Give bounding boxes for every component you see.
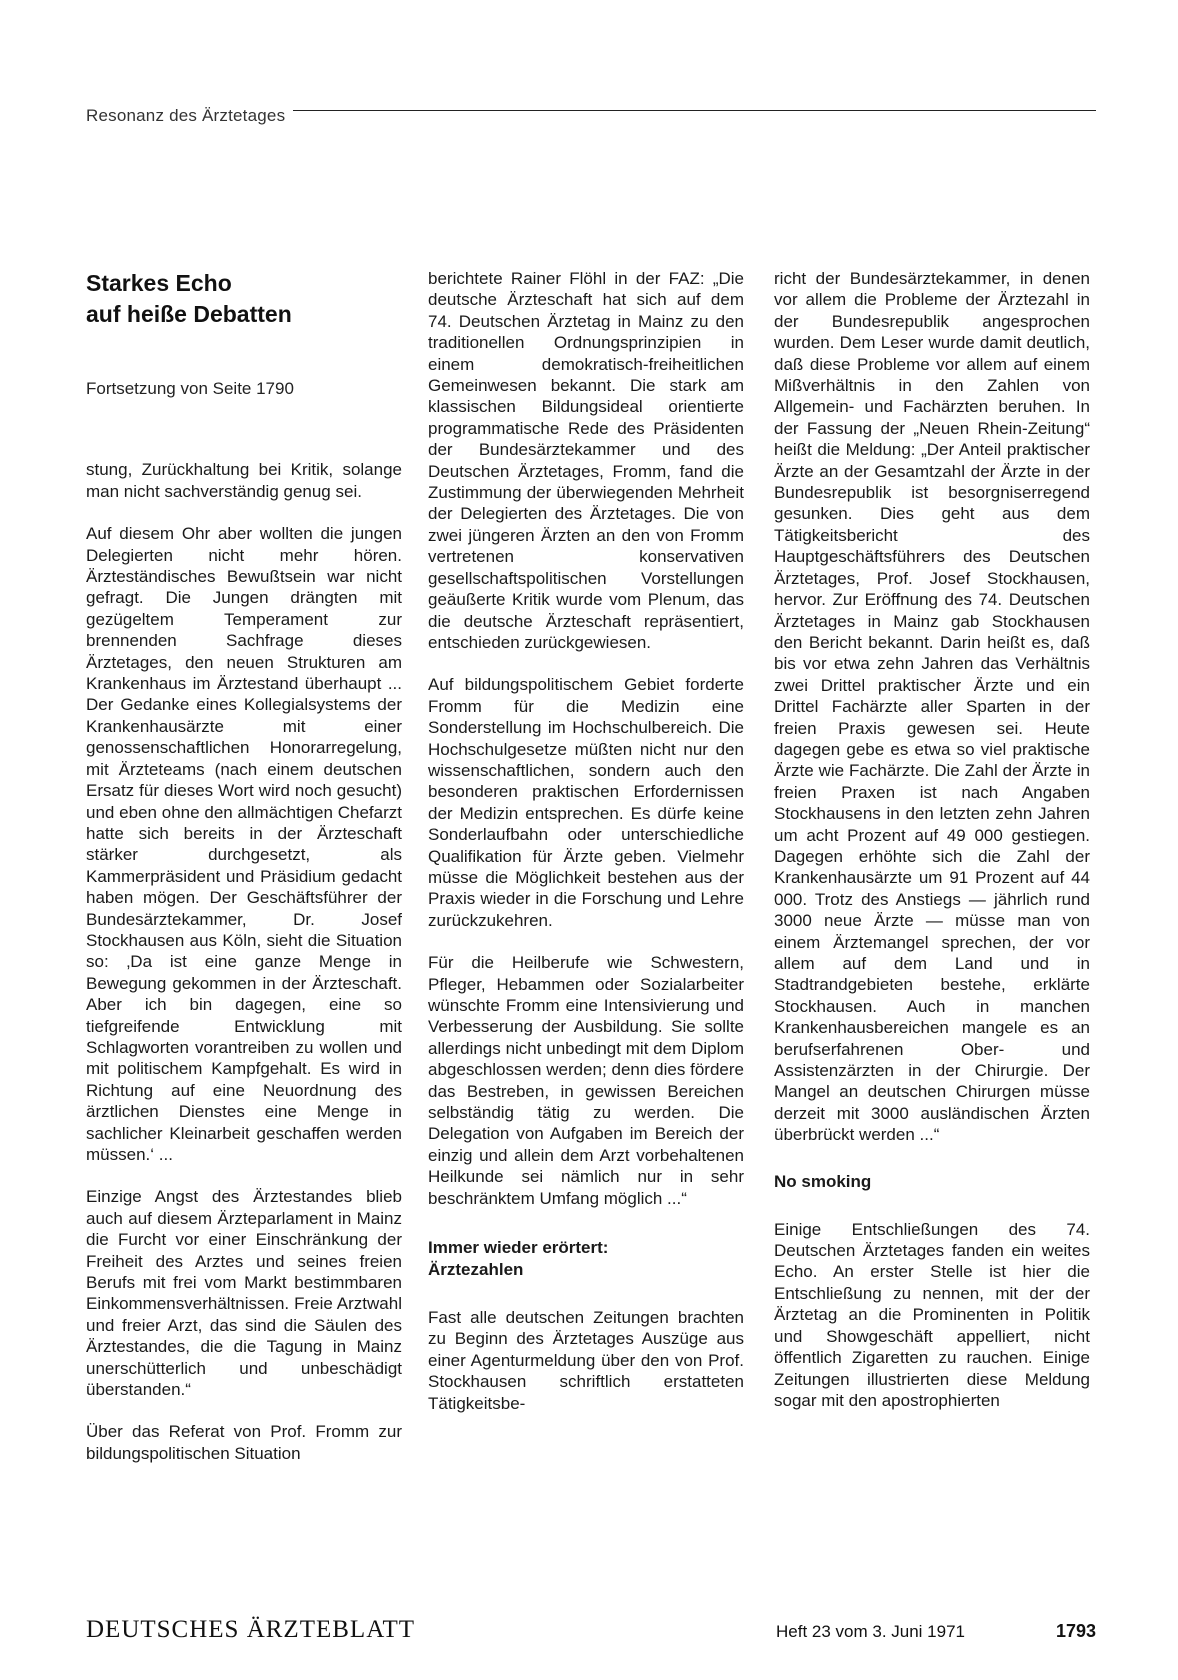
section-title: Resonanz des Ärztetages [86,106,286,125]
paragraph: richt der Bundesärztekammer, in denen vor allem die Probleme der Ärztezahl in der Bundesrepublik angesprochen wurden. Dem Leser wurde damit deutlich, daß diese Probleme vor allem auf einem Mißverhältnis in den Zahlen von Allgemein- und Fachärzten beruhen. In der Fassung der „Neuen Rhein-Zeitung“ heißt die Meldung: „Der Anteil praktischer Ärzte an der Gesamtzahl der Ärzte in der Bundesrepublik ist besorgniserregend gesunken. Dies geht aus dem Tätigkeitsbericht des Hauptgeschäftsführers des Deutschen Ärztetages, Prof. Josef Stockhausen, hervor. Zur Eröffnung des 74. Deutschen Ärztetages in Mainz gab Stockhausen den Bericht bekannt. Darin heißt es, daß bis vor etwa zehn Jahren das Verhältnis zwei Drittel praktischer Ärzte und ein Drittel Fachärzte aller Sparten in der freien Praxis gewesen sei. Heute dagegen gebe es etwa so viel praktische Ärzte wie Fachärzte. Die Zahl der Ärzte in freien Praxen ist nach Angaben Stockhausens in den letzten zehn Jahren um acht Prozent auf 49 000 gestiegen. Dagegen erhöhte sich die Zahl der Krankenhausärzte um 91 Prozent auf 44 000. Trotz des Anstiegs — jährlich rund 3000 neue Ärzte — müsse man von einem Ärztemangel sprechen, der vor allem auf dem Land und in Stadtrandgebieten bestehe, erklärte Stockhausen. Auch in manchen Krankenhausbereichen mangele es an berufserfahrenen Ober- und Assistenzärzten in der Chirurgie. Der Mangel an deutschen Chirurgen müsse derzeit mit 3000 ausländischen Ärzten überbrückt werden ...“ [774,269,1090,1145]
headline-line-2: auf heiße Debatten [86,301,292,327]
page-footer [86,1616,1096,1646]
headline-line-1: Starkes Echo [86,270,232,296]
header-rule [293,110,1096,111]
issue-info: Heft 23 vom 3. Juni 1971 [776,1622,966,1641]
paragraph: Über das Referat von Prof. Fromm zur bildungspolitischen Situation [86,1422,402,1463]
subheading-aerztezahlen [428,1237,744,1281]
paragraph: stung, Zurückhaltung bei Kritik, solange man nicht sachverständig genug sei. [86,460,402,501]
journal-name: DEUTSCHES ÄRZTEBLATT [86,1616,416,1643]
paragraph: Auf diesem Ohr aber wollten die jungen Delegierten nicht mehr hören. Ärzteständisches Bewußtsein war nicht gefragt. Die Jungen drängten mit gezügeltem Temperament zur brennenden Sachfrage dieses Ärztetages, den neuen Strukturen am Krankenhaus im Ärztestand überhaupt ... Der Gedanke eines Kollegialsystems der Krankenhausärzte mit einer genossenschaftlichen Honorarregelung, mit Ärzteteams (nach einem deutschen Ersatz für dieses Wort wird noch gesucht) und eben ohne den allmächtigen Chefarzt hatte sich bereits in der Ärzteschaft stärker durchgesetzt, als Kammerpräsident und Präsidium gedacht haben mögen. Der Geschäftsführer der Bundesärztekammer, Dr. Josef Stockhausen aus Köln, sieht die Situation so: ‚Da ist eine ganze Menge in Bewegung gekommen in der Ärzteschaft. Aber ich bin dagegen, eine so tiefgreifende Entwicklung mit Schlagworten vorantreiben zu wollen und mit politischem Kampfgehalt. Es wird in Richtung auf eine Neuordnung des ärztlichen Dienstes eine Menge in sachlicher Kleinarbeit geschaffen werden müssen.‘ ... [86,524,402,1164]
article-headline [86,268,402,330]
article-column-2 [428,268,744,1435]
continuation-note: Fortsetzung von Seite 1790 [86,379,294,398]
paragraph: Einzige Angst des Ärztestandes blieb auch auf diesem Ärzteparlament in Mainz die Furcht vor einer Einschränkung der Freiheit des Arztes und seines freien Berufs mit frei vom Markt bestimmbaren Einkommensverhältnissen. Freie Arztwahl und freier Arzt, das sind die Säulen des Ärztestandes, die die Tagung in Mainz unerschütterlich und unbeschädigt überstanden.“ [86,1187,402,1400]
subheading-no-smoking: No smoking [774,1171,872,1191]
paragraph: Einige Entschließungen des 74. Deutschen Ärztetages fanden ein weites Echo. An erster Stelle ist hier die Entschließung zu nennen, mit der der Ärztetag an die Prominenten in Politik und Showgeschäft appelliert, nicht öffentlich Zigaretten zu rauchen. Einige Zeitungen illustrierten diese Meldung sogar mit den apostrophierten [774,1219,1090,1410]
subheading-line-2: Ärztezahlen [428,1260,524,1280]
paragraph: Für die Heilberufe wie Schwestern, Pfleger, Hebammen oder Sozialarbeiter wünschte Fromm eine Intensivierung und Verbesserung der Ausbildung. Sie sollte allerdings nicht unbedingt mit dem Diplom abgeschlossen werden; denn dies fördere das Bestreben, in gewissen Bereichen selbständig tätig zu werden. Die Delegation von Aufgaben im Bereich der einzig und allein dem Arzt vorbehaltenen Heilkunde sei nämlich nur in sehr beschränktem Umfang möglich ...“ [428,953,744,1208]
page-number: 1793 [1055,1621,1096,1641]
paragraph: Auf bildungspolitischem Gebiet forderte Fromm für die Medizin eine Sonderstellung im Hochschulbereich. Die Hochschulgesetze müßten nicht nur den wissenschaftlichen, sondern auch den besonderen praktischen Erfordernissen der Medizin entsprechen. Es dürfe keine Sonderlaufbahn oder unterschiedliche Qualifikation für Ärzte geben. Vielmehr müsse die Möglichkeit bestehen aus der Praxis wieder in die Forschung und Lehre zurückzukehren. [428,675,744,930]
page-header [86,104,1096,128]
article-column-3 [774,268,1090,1432]
article-column-1 [86,268,402,1485]
paragraph: berichtete Rainer Flöhl in der FAZ: „Die deutsche Ärzteschaft hat sich auf dem 74. Deutschen Ärztetag in Mainz zu den traditionellen Ordnungsprinzipien in einem demokratisch-freiheitlichen Gemeinwesen bekannt. Die stark am klassischen Bildungsideal orientierte programmatische Rede des Präsidenten der Bundesärztekammer und des Deutschen Ärztetages, Fromm, fand die Zustimmung der überwiegenden Mehrheit der Delegierten des Ärztetages. Die von zwei jüngeren Ärzten an den von Fromm vertretenen konservativen gesellschaftspolitischen Vorstellungen geäußerte Kritik wurde vom Plenum, das die deutsche Ärzteschaft repräsentiert, entschieden zurückgewiesen. [428,269,744,652]
subheading-line-1: Immer wieder erörtert: [428,1238,609,1258]
paragraph: Fast alle deutschen Zeitungen brachten zu Beginn des Ärztetages Auszüge aus einer Agenturmeldung über den von Prof. Stockhausen schriftlich erstatteten Tätigkeitsbe- [428,1308,744,1413]
